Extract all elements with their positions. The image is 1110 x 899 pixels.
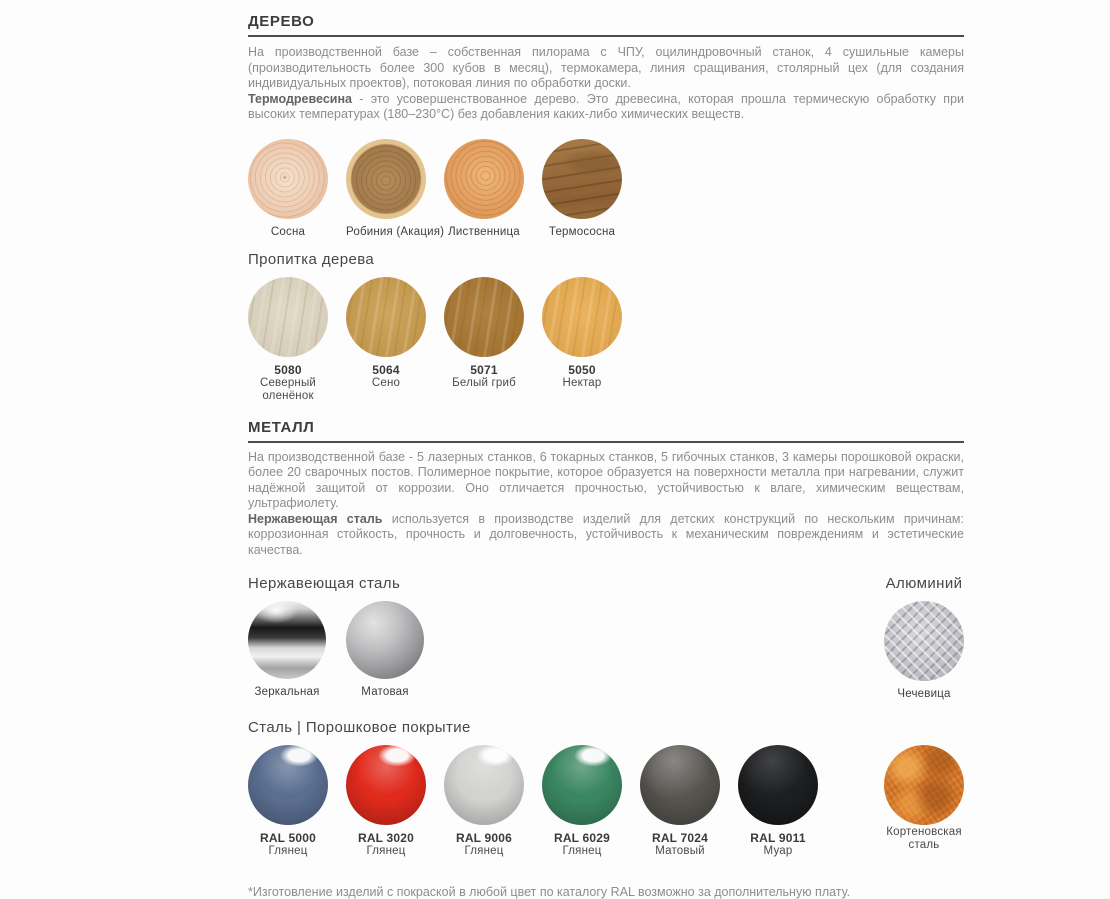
metal-intro-paragraph: На производственной базе - 5 лазерных станков, 6 токарных станков, 5 гибочных станков, 3 камеры порошковой окраски, более 20 сварочных постов. Полимерное покрытие, которое образуется на поверхности металла при нагревании, служит надёжной защитой от коррозии. Оно отличается прочностью, устойчивостью к влаге, химическим веществам, ультрафиолету. bbox=[248, 449, 964, 510]
metal-section-title: МЕТАЛЛ bbox=[248, 418, 315, 436]
stainless-term: Нержавеющая сталь bbox=[248, 511, 383, 526]
corten-steel-swatch bbox=[884, 745, 964, 852]
ral-footnote: *Изготовление изделий с покраской в любой цвет по каталогу RAL возможно за дополнительную плату. bbox=[248, 885, 851, 899]
impregnation-swatch-5080 bbox=[248, 277, 328, 403]
ral-ball-image bbox=[542, 745, 622, 825]
swatch-label: Робиния (Акация) bbox=[346, 225, 445, 238]
stain-code: 5064 bbox=[372, 362, 400, 377]
stain-name: Северный оленёнок bbox=[259, 376, 317, 402]
matte-steel-ball-image bbox=[346, 601, 424, 679]
stainless-swatch-matte bbox=[346, 601, 424, 699]
stainless-group bbox=[248, 576, 424, 701]
stainless-title: Нержавеющая сталь bbox=[248, 575, 401, 592]
stain-swatch-image bbox=[248, 277, 328, 357]
powder-swatch-ral6029 bbox=[542, 745, 622, 858]
ral-code: RAL 9006 bbox=[455, 831, 513, 845]
aluminum-title: Алюминий bbox=[885, 575, 963, 592]
wood-section-title: ДЕРЕВО bbox=[248, 13, 315, 30]
ral-ball-image bbox=[346, 745, 426, 825]
ral-finish: Глянец bbox=[366, 845, 406, 857]
swatch-label: Чечевица bbox=[897, 688, 951, 700]
mirror-steel-ball-image bbox=[248, 601, 326, 679]
wood-swatch-row bbox=[248, 139, 964, 239]
stainless-swatch-row bbox=[248, 601, 424, 699]
powder-swatch-ral7024 bbox=[640, 745, 720, 858]
stain-swatch-image bbox=[542, 277, 622, 357]
stain-name: Белый гриб bbox=[452, 376, 516, 389]
swatch-label: Кортеновская сталь bbox=[886, 826, 962, 851]
ral-finish: Глянец bbox=[562, 845, 602, 857]
section-divider bbox=[248, 35, 964, 37]
powder-swatch-ral3020 bbox=[346, 745, 426, 858]
wood-swatch-robinia bbox=[346, 139, 445, 239]
swatch-label: Лиственница bbox=[448, 225, 520, 238]
ral-finish: Глянец bbox=[268, 845, 308, 857]
impregnation-swatch-5071 bbox=[444, 277, 524, 390]
ral-code: RAL 7024 bbox=[651, 831, 709, 845]
stain-code: 5080 bbox=[274, 362, 302, 377]
ral-code: RAL 5000 bbox=[259, 831, 317, 845]
stainless-aluminum-section bbox=[248, 576, 964, 701]
robinia-slice-image bbox=[346, 139, 426, 219]
ral-ball-image bbox=[248, 745, 328, 825]
section-divider bbox=[248, 441, 964, 443]
stain-swatch-image bbox=[444, 277, 524, 357]
stain-code: 5071 bbox=[470, 362, 498, 377]
ral-finish: Матовый bbox=[655, 845, 705, 857]
powder-swatch-row bbox=[248, 745, 964, 858]
swatch-label: Сосна bbox=[270, 225, 306, 238]
thermowood-paragraph bbox=[248, 92, 964, 123]
ral-code: RAL 3020 bbox=[357, 831, 415, 845]
wood-swatch-larch bbox=[444, 139, 524, 239]
larch-slice-image bbox=[444, 139, 524, 219]
aluminum-group bbox=[884, 576, 964, 701]
swatch-label: Матовая bbox=[361, 686, 409, 698]
stain-name: Нектар bbox=[562, 376, 602, 389]
ral-ball-image bbox=[444, 745, 524, 825]
powder-swatch-ral9006 bbox=[444, 745, 524, 858]
stainless-swatch-mirror bbox=[248, 601, 326, 699]
ral-code: RAL 6029 bbox=[553, 831, 611, 845]
ral-code: RAL 9011 bbox=[750, 831, 806, 845]
ral-ball-image bbox=[738, 745, 818, 825]
impregnation-swatch-5064 bbox=[346, 277, 426, 390]
stainless-text: используется в производстве изделий для детских конструкций по нескольким причинам: коррозионная стойкость, прочность и долговечность, устойчивость к механическим повреждениям и эстетические качества. bbox=[248, 511, 964, 557]
impregnation-swatch-row bbox=[248, 277, 964, 403]
swatch-label: Зеркальная bbox=[254, 686, 320, 698]
thermopine-image bbox=[542, 139, 622, 219]
wood-intro-paragraph: На производственной базе – собственная пилорама с ЧПУ, оцилиндровочный станок, 4 сушильные камеры (производительность более 300 кубов в месяц), термокамера, линия сращивания, столярный цех (для создания индивидуальных проектов), потоковая линия по обработки доски. bbox=[248, 45, 964, 90]
powder-coating-title: Сталь | Порошковое покрытие bbox=[248, 719, 471, 736]
thermowood-term: Термодревесина bbox=[248, 91, 352, 106]
impregnation-title: Пропитка дерева bbox=[248, 250, 375, 268]
stain-name: Сено bbox=[371, 376, 401, 389]
stain-swatch-image bbox=[346, 277, 426, 357]
corten-steel-image bbox=[884, 745, 964, 825]
powder-swatch-ral9011 bbox=[738, 745, 818, 858]
wood-swatch-thermopine bbox=[542, 139, 622, 239]
ral-ball-image bbox=[640, 745, 720, 825]
pine-slice-image bbox=[248, 139, 328, 219]
wood-swatch-pine bbox=[248, 139, 328, 239]
powder-swatch-ral5000 bbox=[248, 745, 328, 858]
thermowood-text: - это усовершенствованное дерево. Это древесина, которая прошла термическую обработку при высоких температурах (180–230°С) без добавления каких-либо химических веществ. bbox=[248, 91, 964, 121]
stain-code: 5050 bbox=[568, 362, 596, 377]
impregnation-swatch-5050 bbox=[542, 277, 622, 390]
swatch-label: Термососна bbox=[548, 225, 616, 238]
ral-finish: Муар bbox=[763, 845, 793, 857]
ral-finish: Глянец bbox=[464, 845, 504, 857]
diamond-plate-image bbox=[884, 601, 964, 681]
stainless-paragraph bbox=[248, 512, 964, 559]
